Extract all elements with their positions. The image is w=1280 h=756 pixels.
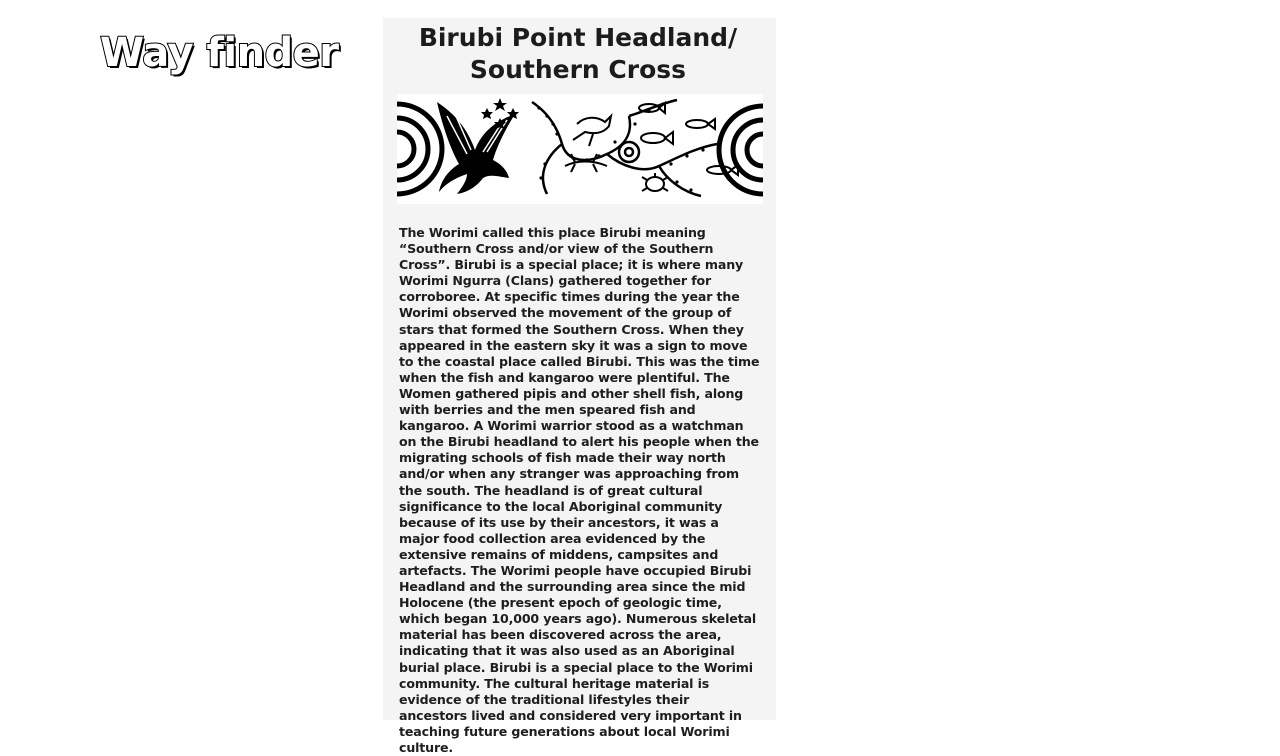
card-body-text: The Worimi called this place Birubi meaning “Southern Cross and/or view of the Southern Cross”. Birubi is a special place; it is where many Worimi Ngurra (Clans) gathered together for corroboree. At specific times during the year the Worimi observed the movement of the group of stars that formed the Southern Cross. When they appeared in the eastern sky it was a sign to move to the coastal place called Birubi. This was the time when the fish and kangaroo were plentiful. The Women gathered pipis and other shell fish, along with berries and the men speared fish and kangaroo. A Worimi warrior stood as a watchman on the Birubi headland to alert his people when the migrating schools of fish made their way north and/or when any stranger was approaching from the south. The headland is of great cultural significance to the local Aboriginal community because of its use by their ancestors, it was a major food collection area evidenced by the extensive remains of middens, campsites and artefacts. The Worimi people have occupied Birubi Headland and the surrounding area since the mid Holocene (the present epoch of geologic time, which began 10,000 years ago). Numerous skeletal material has been discovered across the area, indicating that it was also used as an Aboriginal burial place. Birubi is a special place to the Worimi community. The cultural heritage material is evidence of the traditional lifestyles their ancestors lived and considered very important in teaching future generations about local Worimi culture. (399, 225, 760, 755)
card-heading (383, 22, 773, 86)
southern-cross-stars-icon (481, 98, 519, 129)
slide-title: Way finder (100, 30, 339, 76)
eagle-icon (437, 102, 515, 194)
kangaroo-icon (573, 116, 611, 146)
concentric-circles-left-icon (397, 104, 442, 194)
card-heading-line-1: Birubi Point Headland/ (418, 23, 738, 52)
card-heading-line-2: Southern Cross (469, 55, 687, 84)
info-card (383, 18, 776, 755)
river-lines-icon (532, 100, 717, 196)
concentric-circles-right-icon (719, 106, 763, 194)
turtle-icon (642, 173, 668, 191)
aboriginal-dot-art-icon (397, 94, 763, 204)
